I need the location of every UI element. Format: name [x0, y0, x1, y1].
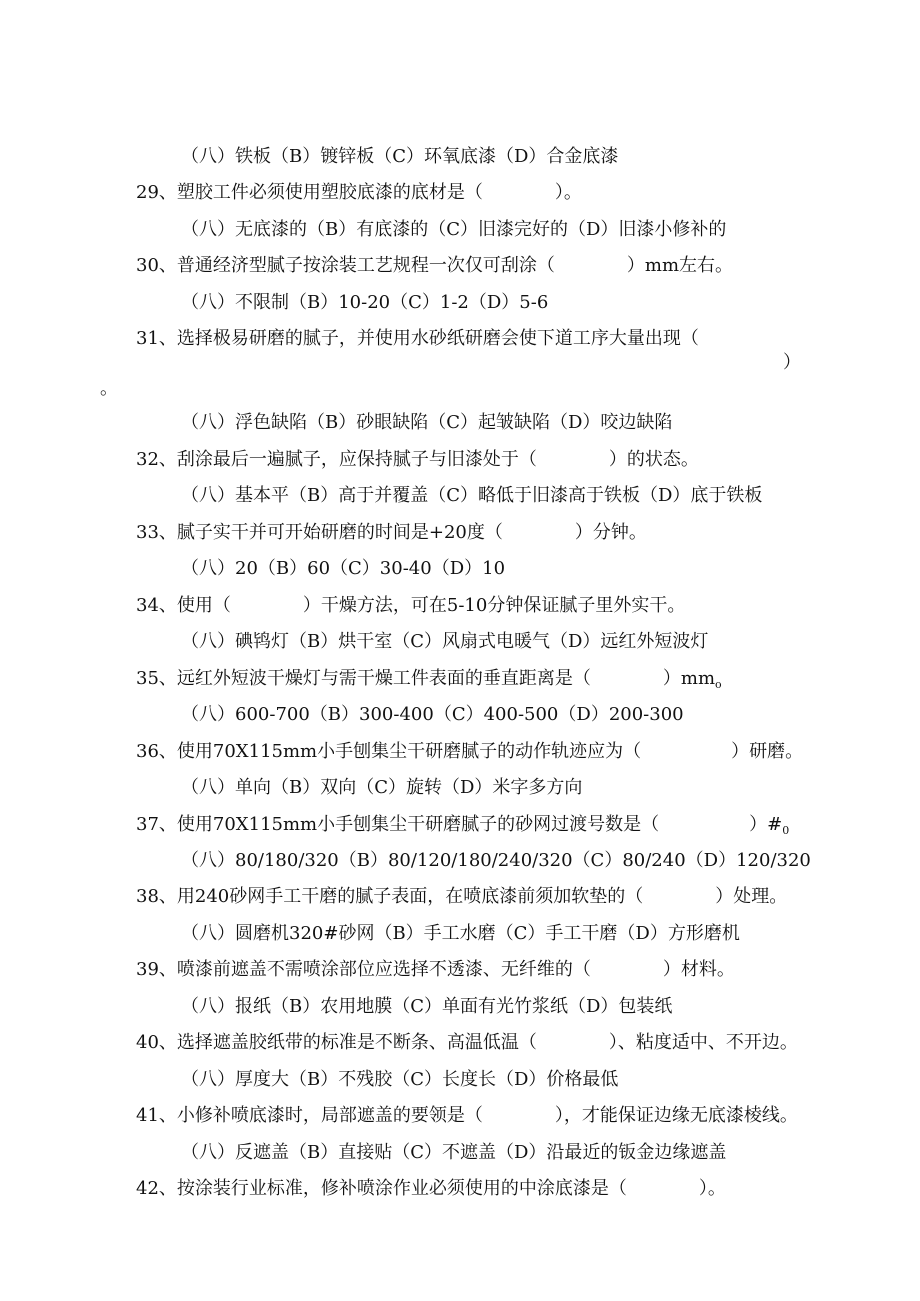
option-line: （八）铁板（B）镀锌板（C）环氧底漆（D）合金底漆: [181, 146, 619, 167]
option-line: （八）无底漆的（B）有底漆的（C）旧漆完好的（D）旧漆小修补的: [181, 219, 727, 240]
grit-subscript: 0: [782, 824, 790, 837]
option-line: （八）反遮盖（B）直接贴（C）不遮盖（D）沿最近的钣金边缘遮盖: [181, 1142, 727, 1163]
option-line: （八）报纸（B）农用地膜（C）单面有光竹浆纸（D）包装纸: [181, 996, 673, 1017]
option-line: （八）单向（B）双向（C）旋转（D）米字多方向: [181, 777, 583, 798]
question-37-text: 37、使用70X115mm小手刨集尘干研磨腻子的砂网过渡号数是（ ）#: [136, 814, 783, 835]
question-32: 32、刮涂最后一遍腻子，应保持腻子与旧漆处于（ ）的状态。: [136, 449, 699, 470]
unit-subscript: o: [715, 678, 722, 691]
option-line: （八）不限制（B）10-20（C）1-2（D）5-6: [181, 292, 549, 313]
question-31-period: 。: [100, 378, 118, 399]
question-33: 33、腻子实干并可开始研磨的时间是+20度（ ）分钟。: [136, 522, 647, 543]
option-line: （八）圆磨机320#砂网（B）手工水磨（C）手工干磨（D）方形磨机: [181, 923, 740, 944]
question-35: [136, 667, 722, 697]
question-41: 41、小修补喷底漆时，局部遮盖的要领是（ ），才能保证边缘无底漆棱线。: [136, 1105, 798, 1126]
question-38: 38、用240砂网手工干磨的腻子表面，在喷底漆前须加软垫的（ ）处理。: [136, 886, 788, 907]
question-35-text: 35、远红外短波干燥灯与需干燥工件表面的垂直距离是（ ）mm: [136, 668, 716, 689]
question-39: 39、喷漆前遮盖不需喷涂部位应选择不透漆、无纤维的（ ）材料。: [136, 959, 735, 980]
question-29: 29、塑胶工件必须使用塑胶底漆的底材是（ ）。: [136, 182, 582, 203]
option-line: （八）碘鸨灯（B）烘干室（C）风扇式电暖气（D）远红外短波灯: [181, 631, 709, 652]
question-40: 40、选择遮盖胶纸带的标准是不断条、高温低温（ ）、粘度适中、不开边。: [136, 1032, 798, 1053]
question-31: 31、选择极易研磨的腻子，并使用水砂纸研磨会使下道工序大量出现（: [136, 328, 699, 349]
question-30: 30、普通经济型腻子按涂装工艺规程一次仅可刮涂（ ）mm左右。: [136, 255, 734, 276]
option-line: （八）浮色缺陷（B）砂眼缺陷（C）起皱缺陷（D）咬边缺陷: [181, 412, 673, 433]
option-line: （八）20（B）60（C）30-40（D）10: [181, 558, 506, 579]
question-31-closing-paren: ）: [783, 352, 801, 373]
option-line: （八）基本平（B）高于并覆盖（C）略低于旧漆高于铁板（D）底于铁板: [181, 485, 763, 506]
option-line: （八）600-700（B）300-400（C）400-500（D）200-300: [181, 704, 684, 725]
question-42: 42、按涂装行业标准，修补喷涂作业必须使用的中涂底漆是（ ）。: [136, 1178, 726, 1199]
option-line: （八）80/180/320（B）80/120/180/240/320（C）80/240（D）120/320: [181, 850, 811, 871]
option-line: （八）厚度大（B）不残胶（C）长度长（D）价格最低: [181, 1069, 619, 1090]
question-37: [136, 813, 789, 843]
question-34: 34、使用（ ）干燥方法，可在5-10分钟保证腻子里外实干。: [136, 595, 686, 616]
question-36: 36、使用70X115mm小手刨集尘干研磨腻子的动作轨迹应为（ ）研磨。: [136, 741, 804, 762]
